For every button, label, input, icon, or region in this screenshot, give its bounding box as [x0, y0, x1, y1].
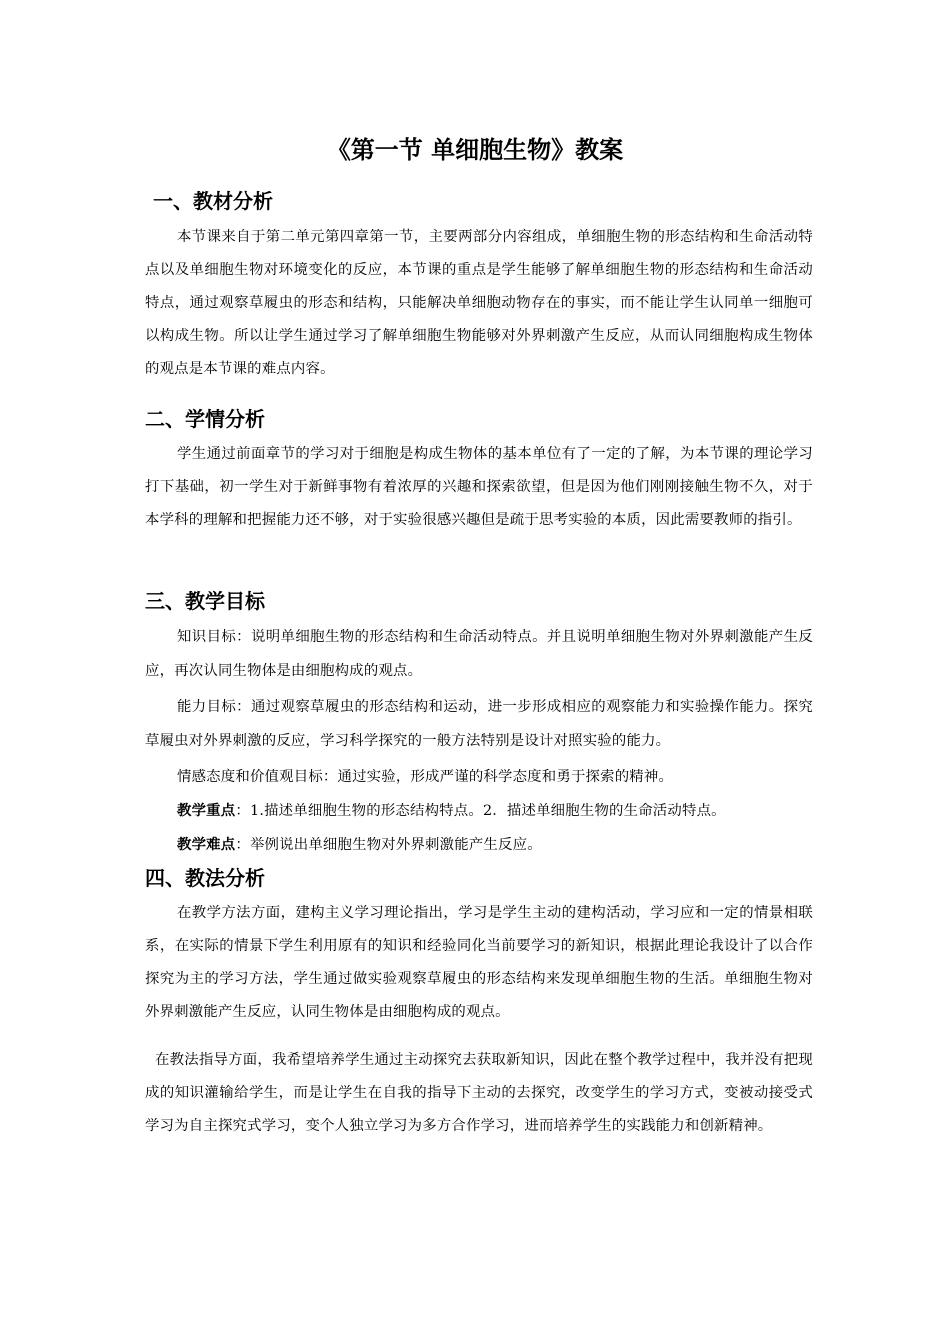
- key-point-line: [145, 794, 813, 828]
- difficulty-line: [145, 828, 813, 862]
- section-paragraph: 在教学方法方面，建构主义学习理论指出，学习是学生主动的建构活动，学习应和一定的情景相联系，在实际的情景下学生利用原有的知识和经验同化当前要学习的新知识，根据此理论我设计了以合作探究为主的学习方法，学生通过做实验观察草履虫的形态结构来发现单细胞生物的生活。单细胞生物对外界刺激能产生反应，认同生物体是由细胞构成的观点。: [145, 905, 813, 1020]
- difficulty-label: 教学难点: [177, 836, 236, 853]
- key-point-label: 教学重点: [177, 802, 236, 819]
- section-paragraph: 本节课来自于第二单元第四章第一节，主要两部分内容组成，单细胞生物的形态结构和生命活动特点以及单细胞生物对环境变化的反应，本节课的重点是学生能够了解单细胞生物的形态结构和生命活动特点，通过观察草履虫的形态和结构，只能解决单细胞动物存在的事实，而不能让学生认同单一细胞可以构成生物。所以让学生通过学习了解单细胞生物能够对外界刺激产生反应，从而认同细胞构成生物体的观点是本节课的难点内容。: [145, 229, 813, 377]
- key-point-text: ：1.描述单细胞生物的形态结构特点。2．描述单细胞生物的生命活动特点。: [235, 803, 726, 819]
- section-paragraph: 在教法指导方面，我希望培养学生通过主动探究去获取新知识，因此在整个教学过程中，我并没有把现成的知识灌输给学生，而是让学生在自我的指导下主动的去探究，改变学生的学习方式，变被动接受式学习为自主探究式学习，变个人独立学习为多方合作学习，进而培养学生的实践能力和创新精神。: [145, 1052, 813, 1134]
- section-heading-textbook-analysis: 一、教材分析: [153, 189, 273, 213]
- section-heading-method-analysis: 四、教法分析: [145, 866, 265, 890]
- difficulty-text: ：举例说出单细胞生物对外界刺激能产生反应。: [235, 837, 542, 853]
- section-paragraph: 学生通过前面章节的学习对于细胞是构成生物体的基本单位有了一定的了解，为本节课的理论学习打下基础，初一学生对于新鲜事物有着浓厚的兴趣和探索欲望，但是因为他们刚刚接触生物不久，对于本学科的理解和把握能力还不够，对于实验很感兴趣但是疏于思考实验的本质，因此需要教师的指引。: [145, 446, 813, 528]
- objective-attitude: 情感态度和价值观目标：通过实验，形成严谨的科学态度和勇于探索的精神。: [177, 769, 674, 785]
- section-heading-teaching-objectives: 三、教学目标: [145, 589, 265, 613]
- document-title: 《第一节 单细胞生物》教案: [326, 136, 624, 164]
- objective-knowledge: 知识目标：说明单细胞生物的形态结构和生命活动特点。并且说明单细胞生物对外界刺激能产生反应，再次认同生物体是由细胞构成的观点。: [145, 629, 813, 679]
- objective-ability: 能力目标：通过观察草履虫的形态结构和运动，进一步形成相应的观察能力和实验操作能力。探究草履虫对外界刺激的反应，学习科学探究的一般方法特别是设计对照实验的能力。: [145, 699, 813, 749]
- section-heading-learner-analysis: 二、学情分析: [145, 407, 265, 431]
